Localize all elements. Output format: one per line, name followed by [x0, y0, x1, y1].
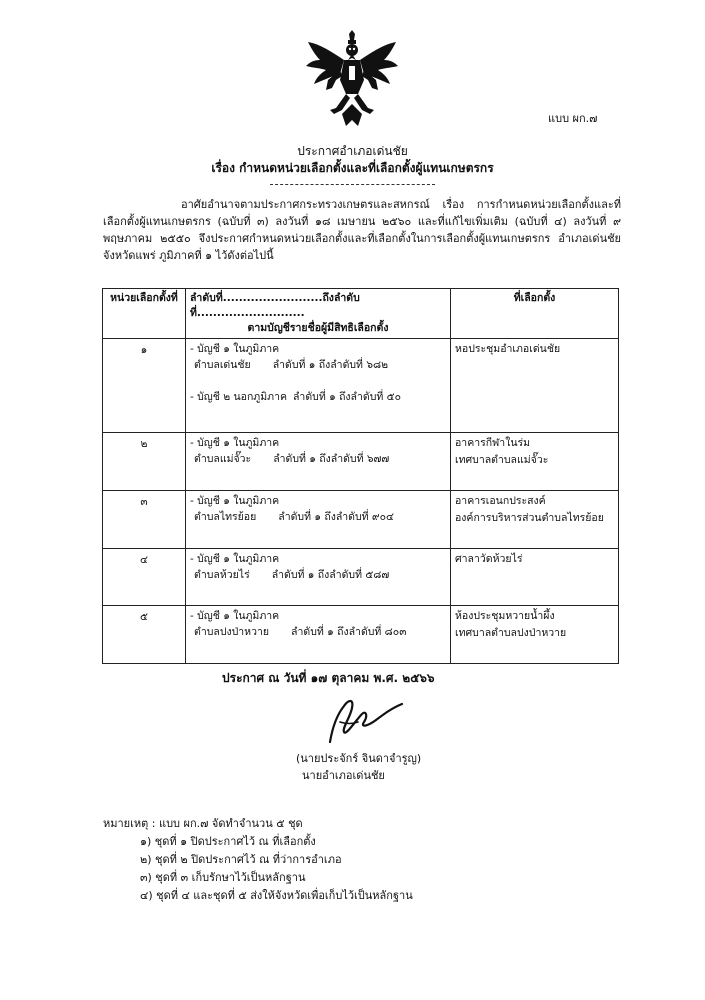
table-row — [103, 491, 619, 549]
note-list — [140, 833, 413, 905]
signer-name: (นายประจักร์ จินดาจำรูญ) — [296, 752, 422, 765]
list-item: ๓) ชุดที่ ๓ เก็บรักษาไว้เป็นหลักฐาน — [140, 871, 306, 884]
form-code: แบบ ผก.๗ — [548, 112, 598, 125]
polling-place: ศาลาวัดห้วยไร่ — [451, 549, 619, 606]
election-units-table — [102, 288, 619, 664]
list-item: ๔) ชุดที่ ๔ และชุดที่ ๕ ส่งให้จังหวัดเพื่อเก็บไว้เป็นหลักฐาน — [140, 889, 413, 902]
title-separator — [270, 184, 435, 185]
unit-number: ๑ — [103, 339, 186, 433]
signer-block — [296, 750, 421, 784]
voter-range-cell — [186, 339, 451, 433]
voter-range-cell — [186, 549, 451, 606]
header-place: ที่เลือกตั้ง — [451, 289, 619, 339]
list-entry: - บัญชี ๑ ในภูมิภาค ตำบลแม่จั๊วะ ลำดับที่ ๑ ถึงลำดับที่ ๖๗๗ — [190, 437, 390, 465]
note-heading: หมายเหตุ : แบบ ผก.๗ จัดทำจำนวน ๕ ชุด — [103, 817, 303, 830]
list-entry: - บัญชี ๒ นอกภูมิภาค ลำดับที่ ๑ ถึงลำดับที่ ๕๐ — [190, 391, 401, 403]
table-row — [103, 606, 619, 664]
table-header-row — [103, 289, 619, 339]
table-row — [103, 549, 619, 606]
list-entry: - บัญชี ๑ ในภูมิภาค ตำบลไทรย้อย ลำดับที่ ๑ ถึงลำดับที่ ๙๐๔ — [190, 495, 394, 523]
list-item: ๒) ชุดที่ ๒ ปิดประกาศไว้ ณ ที่ว่าการอำเภอ — [140, 853, 342, 866]
unit-number: ๔ — [103, 549, 186, 606]
unit-number: ๒ — [103, 433, 186, 491]
header-unit: หน่วยเลือกตั้งที่ — [103, 289, 186, 339]
announcement-subject: เรื่อง กำหนดหน่วยเลือกตั้งและที่เลือกตั้งผู้แทนเกษตรกร — [211, 161, 494, 175]
header-range-sub: ตามบัญชีรายชื่อผู้มีสิทธิเลือกตั้ง — [247, 322, 389, 334]
unit-number: ๓ — [103, 491, 186, 549]
unit-number: ๕ — [103, 606, 186, 664]
signature-icon — [310, 692, 410, 747]
announcement-title: ประกาศอำเภอเด่นชัย — [297, 144, 408, 158]
voter-range-cell — [186, 433, 451, 491]
signer-position: นายอำเภอเด่นชัย — [302, 769, 385, 782]
list-entry: - บัญชี ๑ ในภูมิภาค ตำบลห้วยไร่ ลำดับที่ ๑ ถึงลำดับที่ ๕๘๗ — [190, 553, 390, 581]
voter-range-cell — [186, 606, 451, 664]
table-row — [103, 339, 619, 433]
polling-place: อาคารเอนกประสงค์ องค์การบริหารส่วนตำบลไทรย้อย — [451, 491, 619, 549]
garuda-emblem-icon — [302, 30, 402, 130]
announcement-date: ประกาศ ณ วันที่ ๑๗ ตุลาคม พ.ศ. ๒๕๖๖ — [222, 671, 435, 685]
voter-range-cell — [186, 491, 451, 549]
list-entry: - บัญชี ๑ ในภูมิภาค ตำบลเด่นชัย ลำดับที่ ๑ ถึงลำดับที่ ๖๘๒ — [190, 343, 389, 371]
polling-place: ห้องประชุมหวายน้ำผึ้ง เทศบาลตำบลปงป่าหวาย — [451, 606, 619, 664]
intro-paragraph: อาศัยอำนาจตามประกาศกระทรวงเกษตรและสหกรณ์ เรื่อง การกำหนดหน่วยเลือกตั้งและที่เลือกตั้งผู้แทนเกษตรกร (ฉบับที่ ๓) ลงวันที่ ๑๘ เมษายน ๒๕๖๐ และที่แก้ไขเพิ่มเติม (ฉบับที่ ๔) ลงวันที่ ๙ พฤษภาคม ๒๕๕๐ จึงประกาศกำหนดหน่วยเลือกตั้งและที่เลือกตั้งในการเลือกตั้งผู้แทนเกษตรกร อำเภอเด่นชัย จังหวัดแพร่ ภูมิภาคที่ ๑ ไว้ดังต่อไปนี้ — [103, 198, 621, 262]
list-entry: - บัญชี ๑ ในภูมิภาค ตำบลปงป่าหวาย ลำดับที่ ๑ ถึงลำดับที่ ๘๐๓ — [190, 610, 407, 638]
polling-place: หอประชุมอำเภอเด่นชัย — [451, 339, 619, 433]
polling-place: อาคารกีฬาในร่ม เทศบาลตำบลแม่จั๊วะ — [451, 433, 619, 491]
header-range: ลำดับที่.........................ถึงลำดับที่........................... ตามบัญชีรายชื่อผู้มีสิทธิเลือกตั้ง — [186, 289, 451, 339]
list-item: ๑) ชุดที่ ๑ ปิดประกาศไว้ ณ ที่เลือกตั้ง — [140, 835, 316, 848]
table-row — [103, 433, 619, 491]
